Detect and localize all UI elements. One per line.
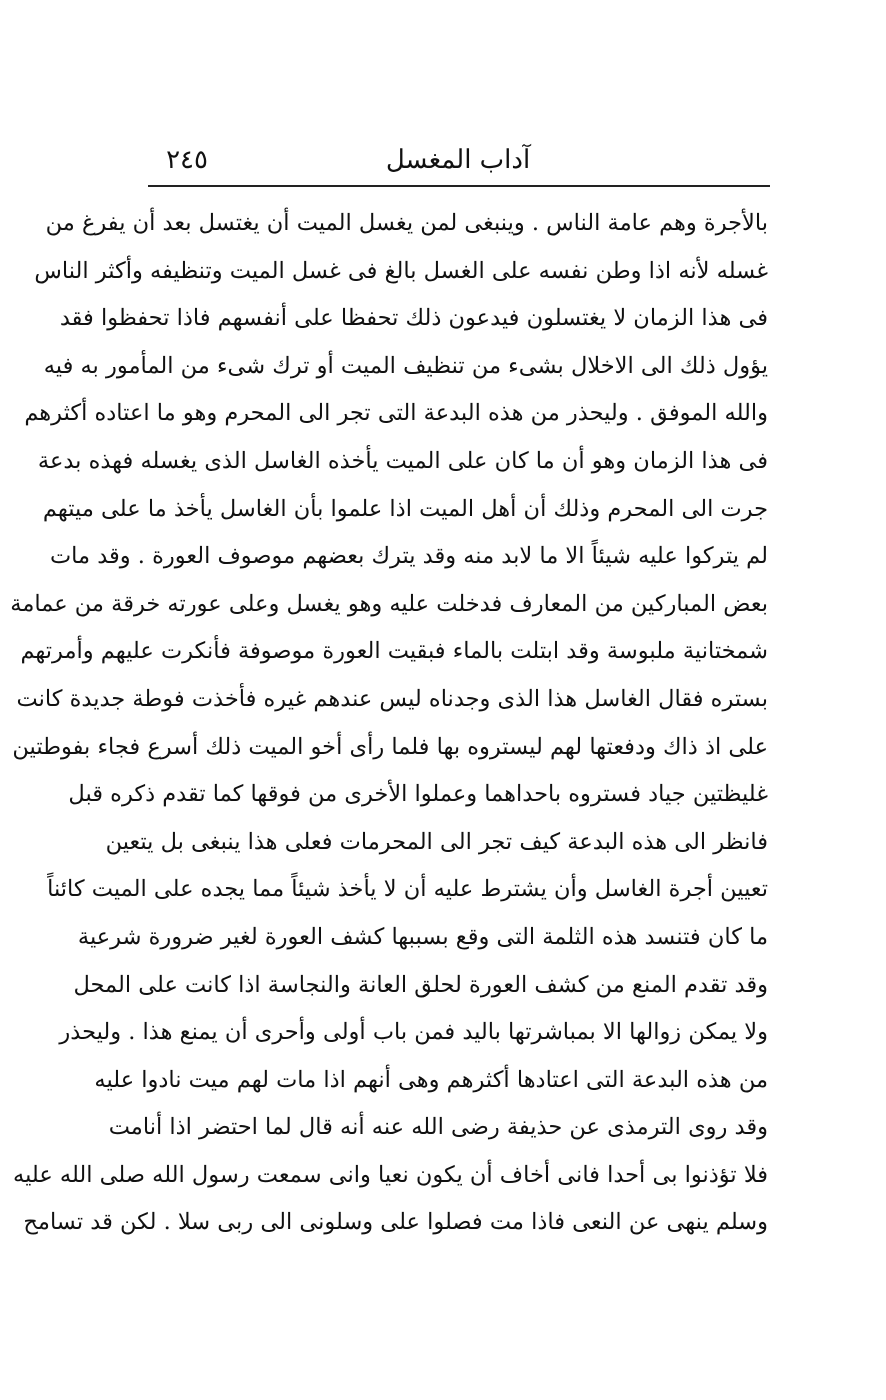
running-header <box>148 140 768 184</box>
text-line: ما كان فتنسد هذه الثلمة التى وقع بسببها كشف العورة لغير ضرورة شرعية <box>77 923 768 950</box>
header-divider <box>148 185 770 187</box>
text-line: جرت الى المحرم وذلك أن أهل الميت اذا علموا بأن الغاسل يأخذ ما على ميتهم <box>42 495 768 522</box>
text-line: شمختانية ملبوسة وقد ابتلت بالماء فبقيت العورة موصوفة فأنكرت عليهم وأمرتهم <box>20 638 768 665</box>
text-line: وقد تقدم المنع من كشف العورة لحلق العانة والنجاسة اذا كانت على المحل <box>73 971 768 998</box>
page-number: ٢٤٥ <box>166 145 208 175</box>
text-line: وسلم ينهى عن النعى فاذا مت فصلوا على وسلونى الى ربى سلا . لكن قد تسامح <box>23 1209 768 1236</box>
text-line: فلا تؤذنوا بى أحدا فانى أخاف أن يكون نعيا وانى سمعت رسول الله صلى الله عليه <box>13 1161 768 1188</box>
text-line: فى هذا الزمان لا يغتسلون فيدعون ذلك تحفظا على أنفسهم فاذا تحفظوا فقد <box>59 305 768 332</box>
text-line: بالأجرة وهم عامة الناس . وينبغى لمن يغسل الميت أن يغتسل بعد أن يفرغ من <box>45 210 768 236</box>
text-line: غليظتين جياد فستروه باحداهما وعملوا الأخرى من فوقها كما تقدم ذكره قبل <box>68 781 768 808</box>
text-line: من هذه البدعة التى اعتادها أكثرهم وهى أنهم اذا مات لهم ميت نادوا عليه <box>94 1066 768 1093</box>
text-line: وقد روى الترمذى عن حذيفة رضى الله عنه أنه قال لما احتضر اذا أنامت <box>108 1114 768 1141</box>
chapter-title: آداب المغسل <box>385 145 531 175</box>
text-line: تعيين أجرة الغاسل وأن يشترط عليه أن لا يأخذ شيئاً مما يجده على الميت كائناً <box>47 876 768 903</box>
text-line: والله الموفق . وليحذر من هذه البدعة التى تجر الى المحرم وهو ما اعتاده أكثرهم <box>24 400 768 427</box>
text-line: غسله لأنه اذا وطن نفسه على الغسل بالغ فى غسل الميت وتنظيفه وأكثر الناس <box>34 257 768 284</box>
text-line: فانظر الى هذه البدعة كيف تجر الى المحرمات فعلى هذا ينبغى بل يتعين <box>105 828 768 855</box>
text-line: لم يتركوا عليه شيئاً الا ما لابد منه وقد يترك بعضهم موصوف العورة . وقد مات <box>49 543 768 570</box>
text-line: على اذ ذاك ودفعتها لهم ليستروه بها فلما رأى أخو الميت ذلك أسرع فجاء بفوطتين <box>12 733 768 760</box>
text-line: فى هذا الزمان وهو أن ما كان على الميت يأخذه الغاسل الذى يغسله فهذه بدعة <box>37 447 768 474</box>
text-line: ولا يمكن زوالها الا بمباشرتها باليد فمن باب أولى وأحرى أن يمنع هذا . وليحذر <box>59 1019 768 1046</box>
text-line: بستره فقال الغاسل هذا الذى وجدناه ليس عندهم غيره فأخذت فوطة جديدة كانت <box>16 685 768 712</box>
body-text <box>10 200 768 1247</box>
text-line: بعض المباركين من المعارف فدخلت عليه وهو يغسل وعلى عورته خرقة من عمامة <box>10 590 768 617</box>
text-line: يؤول ذلك الى الاخلال بشىء من تنظيف الميت أو ترك شىء من المأمور به فيه <box>43 352 768 379</box>
